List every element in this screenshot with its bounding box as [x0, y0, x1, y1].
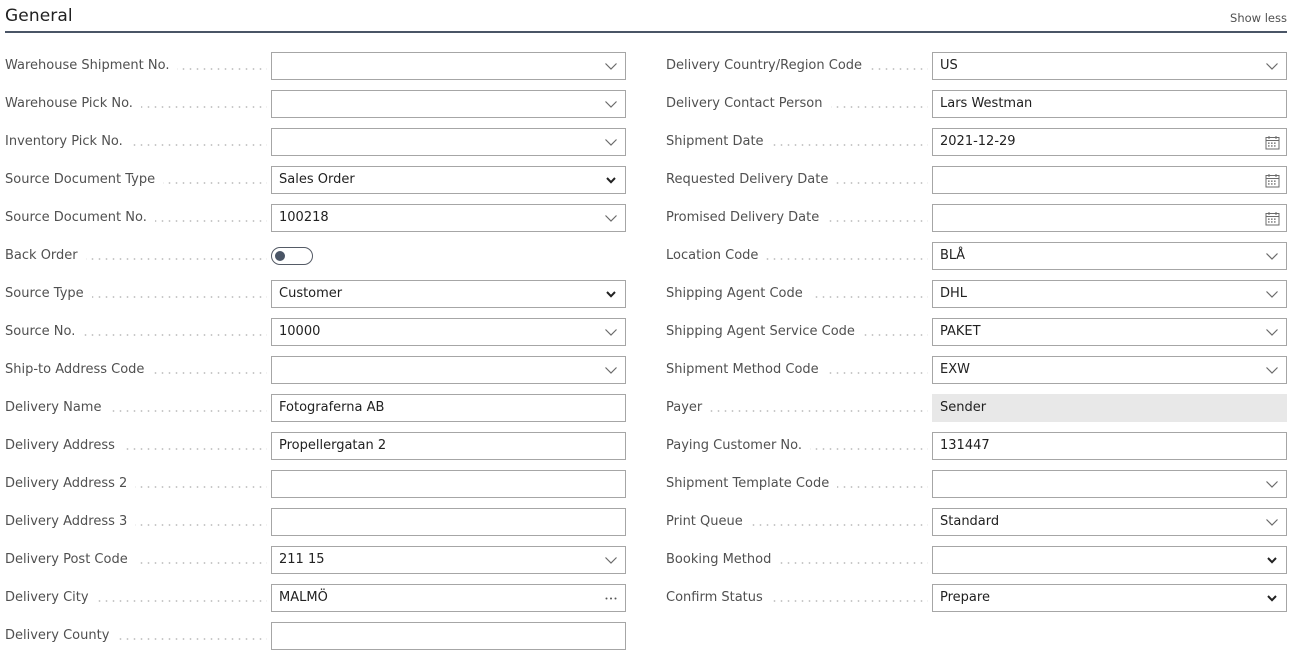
payer-label: Payer	[666, 400, 710, 415]
calendar-icon[interactable]	[1264, 205, 1280, 231]
source-no-value: 10000	[279, 324, 321, 339]
source-type-label: Source Type	[5, 286, 92, 301]
shipment-template-code-field[interactable]	[932, 470, 1287, 498]
inventory-pick-no-label-row	[5, 128, 267, 156]
chevron-down-icon[interactable]	[603, 319, 619, 345]
booking-method-label: Booking Method	[666, 552, 779, 567]
delivery-post-code-field[interactable]	[271, 546, 626, 574]
chevron-down-icon[interactable]	[603, 205, 619, 231]
section-title: General	[5, 6, 73, 26]
promised-delivery-date-label-row	[666, 204, 928, 232]
delivery-address-value: Propellergatan 2	[279, 438, 387, 453]
delivery-name-label-row	[5, 394, 267, 422]
payer-label-row	[666, 394, 928, 422]
source-type-select[interactable]	[271, 280, 626, 308]
delivery-address-field[interactable]	[271, 432, 626, 460]
delivery-address-2-label: Delivery Address 2	[5, 476, 135, 491]
chevron-down-icon[interactable]	[1264, 471, 1280, 497]
delivery-address-3-label-row	[5, 508, 267, 536]
delivery-contact-person-label: Delivery Contact Person	[666, 96, 831, 111]
delivery-address-3-field[interactable]	[271, 508, 626, 536]
shipping-agent-service-code-label-row	[666, 318, 928, 346]
paying-customer-no-value: 131447	[940, 438, 990, 453]
delivery-city-label-row	[5, 584, 267, 612]
shipment-template-code-label: Shipment Template Code	[666, 476, 837, 491]
paying-customer-no-label-row	[666, 432, 928, 460]
warehouse-shipment-no-field[interactable]	[271, 52, 626, 80]
payer-value: Sender	[940, 400, 987, 415]
source-document-type-label-row	[5, 166, 267, 194]
delivery-city-label: Delivery City	[5, 590, 97, 605]
delivery-city-value: MALMÖ	[279, 590, 328, 605]
booking-method-select[interactable]	[932, 546, 1287, 574]
delivery-name-field[interactable]	[271, 394, 626, 422]
print-queue-value: Standard	[940, 514, 1000, 529]
confirm-status-label: Confirm Status	[666, 590, 771, 605]
delivery-county-label: Delivery County	[5, 628, 117, 643]
delivery-county-field[interactable]	[271, 622, 626, 650]
delivery-city-field[interactable]	[271, 584, 626, 612]
dropdown-arrow-icon[interactable]	[603, 167, 619, 193]
chevron-down-icon[interactable]	[1264, 319, 1280, 345]
source-document-no-field[interactable]	[271, 204, 626, 232]
confirm-status-label-row	[666, 584, 928, 612]
delivery-contact-person-field[interactable]	[932, 90, 1287, 118]
delivery-contact-person-label-row	[666, 90, 928, 118]
chevron-down-icon[interactable]	[603, 91, 619, 117]
ellipsis-icon[interactable]	[603, 585, 619, 611]
source-document-type-value: Sales Order	[279, 172, 355, 187]
shipment-date-field[interactable]	[932, 128, 1287, 156]
print-queue-label: Print Queue	[666, 514, 751, 529]
delivery-post-code-value: 211 15	[279, 552, 325, 567]
print-queue-field[interactable]	[932, 508, 1287, 536]
delivery-address-label-row	[5, 432, 267, 460]
delivery-address-3-label: Delivery Address 3	[5, 514, 135, 529]
chevron-down-icon[interactable]	[603, 547, 619, 573]
source-document-no-label-row	[5, 204, 267, 232]
shipment-method-code-value: EXW	[940, 362, 970, 377]
shipment-method-code-label-row	[666, 356, 928, 384]
confirm-status-value: Prepare	[940, 590, 990, 605]
back-order-label-row	[5, 242, 267, 270]
ship-to-address-code-label-row	[5, 356, 267, 384]
warehouse-shipment-no-label-row	[5, 52, 267, 80]
source-document-no-label: Source Document No.	[5, 210, 155, 225]
delivery-country-region-code-label: Delivery Country/Region Code	[666, 58, 870, 73]
delivery-address-2-label-row	[5, 470, 267, 498]
shipment-date-value: 2021-12-29	[940, 134, 1016, 149]
source-no-label: Source No.	[5, 324, 83, 339]
shipping-agent-code-label: Shipping Agent Code	[666, 286, 811, 301]
back-order-toggle[interactable]	[271, 247, 313, 265]
confirm-status-select[interactable]	[932, 584, 1287, 612]
source-type-value: Customer	[279, 286, 343, 301]
shipping-agent-service-code-field[interactable]	[932, 318, 1287, 346]
location-code-value: BLÅ	[940, 248, 966, 263]
warehouse-pick-no-field[interactable]	[271, 90, 626, 118]
shipping-agent-code-label-row	[666, 280, 928, 308]
delivery-contact-person-value: Lars Westman	[940, 96, 1033, 111]
shipment-method-code-label: Shipment Method Code	[666, 362, 827, 377]
location-code-label: Location Code	[666, 248, 766, 263]
toggle-knob	[275, 251, 285, 261]
booking-method-label-row	[666, 546, 928, 574]
promised-delivery-date-label: Promised Delivery Date	[666, 210, 827, 225]
chevron-down-icon[interactable]	[603, 129, 619, 155]
ship-to-address-code-label: Ship-to Address Code	[5, 362, 152, 377]
delivery-country-region-code-label-row	[666, 52, 928, 80]
warehouse-shipment-no-label: Warehouse Shipment No.	[5, 58, 177, 73]
location-code-label-row	[666, 242, 928, 270]
calendar-icon[interactable]	[1264, 129, 1280, 155]
chevron-down-icon[interactable]	[1264, 243, 1280, 269]
dropdown-arrow-icon[interactable]	[603, 281, 619, 307]
shipping-agent-service-code-value: PAKET	[940, 324, 981, 339]
warehouse-pick-no-label: Warehouse Pick No.	[5, 96, 141, 111]
delivery-county-label-row	[5, 622, 267, 650]
delivery-country-region-code-value: US	[940, 58, 958, 73]
source-no-label-row	[5, 318, 267, 346]
delivery-name-value: Fotograferna AB	[279, 400, 385, 415]
requested-delivery-date-label-row	[666, 166, 928, 194]
delivery-post-code-label-row	[5, 546, 267, 574]
warehouse-pick-no-label-row	[5, 90, 267, 118]
delivery-address-2-field[interactable]	[271, 470, 626, 498]
shipping-agent-code-field[interactable]	[932, 280, 1287, 308]
shipment-template-code-label-row	[666, 470, 928, 498]
shipment-method-code-field[interactable]	[932, 356, 1287, 384]
chevron-down-icon[interactable]	[603, 53, 619, 79]
promised-delivery-date-field[interactable]	[932, 204, 1287, 232]
paying-customer-no-field[interactable]	[932, 432, 1287, 460]
delivery-country-region-code-field[interactable]	[932, 52, 1287, 80]
dropdown-arrow-icon[interactable]	[1264, 585, 1280, 611]
inventory-pick-no-field[interactable]	[271, 128, 626, 156]
show-less-link[interactable]: Show less	[1230, 11, 1287, 25]
source-document-type-select[interactable]	[271, 166, 626, 194]
source-document-no-value: 100218	[279, 210, 329, 225]
chevron-down-icon[interactable]	[603, 357, 619, 383]
payer-field	[932, 394, 1287, 422]
print-queue-label-row	[666, 508, 928, 536]
shipping-agent-service-code-label: Shipping Agent Service Code	[666, 324, 863, 339]
chevron-down-icon[interactable]	[1264, 357, 1280, 383]
source-document-type-label: Source Document Type	[5, 172, 163, 187]
shipment-date-label: Shipment Date	[666, 134, 772, 149]
shipping-agent-code-value: DHL	[940, 286, 968, 301]
delivery-address-label: Delivery Address	[5, 438, 123, 453]
chevron-down-icon[interactable]	[1264, 53, 1280, 79]
location-code-field[interactable]	[932, 242, 1287, 270]
chevron-down-icon[interactable]	[1264, 281, 1280, 307]
shipment-date-label-row	[666, 128, 928, 156]
requested-delivery-date-label: Requested Delivery Date	[666, 172, 836, 187]
chevron-down-icon[interactable]	[1264, 509, 1280, 535]
source-type-label-row	[5, 280, 267, 308]
delivery-name-label: Delivery Name	[5, 400, 109, 415]
requested-delivery-date-field[interactable]	[932, 166, 1287, 194]
inventory-pick-no-label: Inventory Pick No.	[5, 134, 131, 149]
delivery-post-code-label: Delivery Post Code	[5, 552, 136, 567]
section-header	[5, 0, 1287, 33]
paying-customer-no-label: Paying Customer No.	[666, 438, 810, 453]
back-order-label: Back Order	[5, 248, 86, 263]
dropdown-arrow-icon[interactable]	[1264, 547, 1280, 573]
source-no-field[interactable]	[271, 318, 626, 346]
calendar-icon[interactable]	[1264, 167, 1280, 193]
ship-to-address-code-field[interactable]	[271, 356, 626, 384]
